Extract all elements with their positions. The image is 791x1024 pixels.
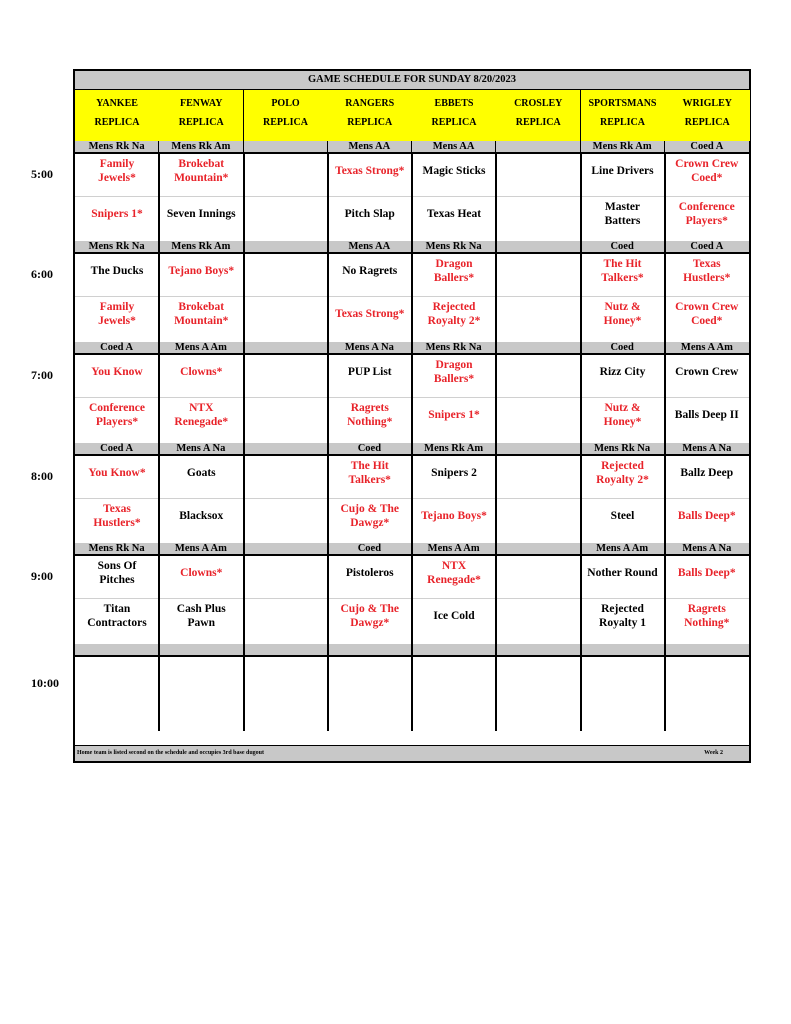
division-label: Mens A Am: [581, 543, 665, 554]
away-team-cell: Line Drivers: [591, 165, 654, 177]
division-label: [496, 241, 580, 252]
home-team-cell: [496, 299, 580, 329]
away-team-cell: [244, 357, 328, 387]
division-label: Mens AA: [328, 241, 412, 252]
home-team-cell: Tejano Boys*: [421, 510, 487, 522]
home-team-cell: Pitch Slap: [344, 208, 395, 220]
week-label: Week 2: [704, 750, 723, 756]
field-name: SPORTSMANS: [588, 98, 657, 109]
home-team-cell: [244, 400, 328, 430]
home-team-cell: Rejected Royalty 1: [599, 603, 646, 629]
home-team-cell: Ice Cold: [433, 610, 475, 622]
away-team-cell: Goats: [186, 467, 216, 479]
away-team-cell: Crown Crew: [675, 366, 739, 378]
division-label: Mens A Na: [159, 443, 243, 454]
field-subtitle: REPLICA: [599, 117, 645, 128]
time-label: 9:00: [31, 569, 53, 583]
away-team-cell: You Know: [91, 366, 143, 378]
column-divider: [243, 152, 245, 731]
away-team-cell: Texas Strong*: [335, 165, 405, 177]
home-team-note: Home team is listed second on the schedule and occupies 3rd base dugout: [77, 750, 265, 756]
division-label: Mens Rk Na: [75, 241, 159, 252]
home-team-cell: Cujo & The Dawgz*: [340, 503, 400, 529]
home-team-cell: [496, 601, 580, 631]
away-team-cell: Sons Of Pitches: [97, 560, 137, 586]
division-label: [244, 342, 328, 353]
division-label: Mens Rk Am: [159, 141, 243, 152]
field-name: YANKEE: [96, 98, 138, 109]
home-team-cell: Nutz & Honey*: [603, 402, 642, 428]
field-header-ebbets: [412, 90, 497, 141]
division-label: Mens Rk Na: [75, 141, 159, 152]
away-team-cell: The Hit Talkers*: [601, 258, 644, 284]
home-team-cell: Cujo & The Dawgz*: [340, 603, 400, 629]
time-label: 7:00: [31, 368, 53, 382]
division-label: [496, 342, 580, 353]
field-subtitle: REPLICA: [94, 117, 140, 128]
division-label: Mens A Am: [680, 342, 733, 353]
away-team-cell: Balls Deep*: [677, 567, 736, 579]
field-name: CROSLEY: [514, 98, 563, 109]
home-team-cell: Snipers 1*: [91, 208, 143, 220]
division-label: Coed: [581, 342, 665, 353]
home-team-cell: [244, 299, 328, 329]
home-team-cell: Master Batters: [604, 201, 641, 227]
home-team-cell: Ragrets Nothing*: [347, 402, 393, 428]
home-team-cell: Ragrets Nothing*: [684, 603, 730, 629]
away-team-cell: No Ragrets: [342, 265, 398, 277]
column-divider: [495, 152, 497, 731]
home-team-cell: [496, 400, 580, 430]
field-name: POLO: [271, 98, 300, 109]
away-team-cell: [244, 558, 328, 588]
field-name: FENWAY: [180, 98, 223, 109]
division-label: Coed: [328, 443, 412, 454]
division-label: Mens A Am: [412, 543, 496, 554]
home-team-cell: [496, 199, 580, 229]
home-team-cell: Seven Innings: [166, 208, 236, 220]
away-team-cell: Rizz City: [599, 366, 646, 378]
time-label: 5:00: [31, 167, 53, 181]
away-team-cell: [244, 458, 328, 488]
column-divider: [158, 152, 160, 731]
field-header-fenway: [159, 90, 244, 141]
division-label: Coed A: [75, 443, 159, 454]
home-team-cell: Conference Players*: [89, 402, 145, 428]
away-team-cell: [244, 256, 328, 286]
time-label: 6:00: [31, 267, 53, 281]
field-header-yankee: [75, 90, 160, 141]
division-label: Coed: [581, 241, 665, 252]
field-subtitle: REPLICA: [431, 117, 477, 128]
away-team-cell: [496, 256, 580, 286]
division-label: [244, 141, 328, 152]
division-label: Mens A Na: [682, 543, 732, 554]
away-team-cell: Dragon Ballers*: [433, 258, 475, 284]
division-label: [244, 241, 328, 252]
time-label: 8:00: [31, 469, 53, 483]
division-label: Mens AA: [412, 141, 496, 152]
away-team-cell: Clowns*: [180, 366, 223, 378]
field-header-crosley: [496, 90, 581, 141]
away-team-cell: [496, 558, 580, 588]
column-divider: [327, 152, 329, 731]
field-header-polo: [244, 90, 329, 141]
division-label: Coed A: [75, 342, 159, 353]
footer-bar: [75, 745, 749, 761]
division-label: Coed A: [690, 241, 724, 252]
division-label: Mens Rk Na: [75, 543, 159, 554]
home-team-cell: Rejected Royalty 2*: [427, 301, 481, 327]
division-label: Mens A Am: [159, 342, 243, 353]
division-label: Mens A Na: [682, 443, 732, 454]
division-label: [496, 141, 580, 152]
column-divider: [580, 152, 582, 731]
division-label: [244, 443, 328, 454]
field-name: RANGERS: [345, 98, 395, 109]
home-team-cell: [244, 199, 328, 229]
home-team-cell: Nutz & Honey*: [603, 301, 642, 327]
away-team-cell: Ballz Deep: [680, 467, 734, 479]
division-label: Mens A Am: [159, 543, 243, 554]
away-team-cell: Dragon Ballers*: [433, 359, 475, 385]
home-team-cell: Family Jewels*: [98, 301, 136, 327]
division-label: [496, 543, 580, 554]
field-subtitle: REPLICA: [347, 117, 393, 128]
home-team-cell: Texas Strong*: [335, 308, 405, 320]
home-team-cell: [244, 601, 328, 631]
away-team-cell: You Know*: [88, 467, 146, 479]
time-label: 10:00: [31, 676, 59, 690]
away-team-cell: Brokebat Mountain*: [174, 158, 229, 184]
division-label: [496, 443, 580, 454]
field-name: EBBETS: [434, 98, 474, 109]
field-header-rangers: [328, 90, 413, 141]
home-team-cell: Cash Plus Pawn: [176, 603, 226, 629]
field-subtitle: REPLICA: [262, 117, 308, 128]
column-divider: [664, 152, 666, 731]
away-team-cell: Nother Round: [587, 567, 658, 579]
field-subtitle: REPLICA: [684, 117, 730, 128]
schedule-title: GAME SCHEDULE FOR SUNDAY 8/20/2023: [75, 71, 749, 90]
away-team-cell: Crown Crew Coed*: [675, 158, 739, 184]
away-team-cell: Magic Sticks: [422, 165, 486, 177]
division-label: Mens Rk Na: [412, 241, 496, 252]
away-team-cell: Pistoleros: [345, 567, 394, 579]
away-team-cell: Tejano Boys*: [168, 265, 235, 277]
field-name: WRIGLEY: [682, 98, 732, 109]
home-team-cell: NTX Renegade*: [174, 402, 229, 428]
away-team-cell: Rejected Royalty 2*: [596, 460, 649, 486]
field-header-wrigley: [665, 90, 750, 141]
home-team-cell: Texas Hustlers*: [93, 503, 141, 529]
division-label: Mens Rk Am: [412, 443, 496, 454]
home-team-cell: Balls Deep II: [674, 409, 739, 421]
division-label: Mens AA: [328, 141, 412, 152]
home-team-cell: Texas Heat: [426, 208, 482, 220]
away-team-cell: [496, 156, 580, 186]
away-team-cell: Family Jewels*: [98, 158, 136, 184]
home-team-cell: Snipers 1*: [428, 409, 480, 421]
division-label: Mens A Na: [328, 342, 412, 353]
home-team-cell: [244, 501, 328, 531]
away-team-cell: The Ducks: [90, 265, 144, 277]
field-subtitle: REPLICA: [178, 117, 224, 128]
division-label: Mens Rk Am: [159, 241, 243, 252]
schedule-sheet: [73, 69, 751, 763]
home-team-cell: Blacksox: [179, 510, 224, 522]
division-label: Coed: [328, 543, 412, 554]
field-subtitle: REPLICA: [515, 117, 561, 128]
home-team-cell: Steel: [610, 510, 635, 522]
division-label: Coed A: [690, 141, 724, 152]
column-divider: [411, 152, 413, 731]
away-team-cell: Snipers 2: [431, 467, 477, 479]
home-team-cell: [496, 501, 580, 531]
away-team-cell: Texas Hustlers*: [683, 258, 731, 284]
away-team-cell: [496, 458, 580, 488]
away-team-cell: NTX Renegade*: [427, 560, 481, 586]
away-team-cell: Clowns*: [180, 567, 223, 579]
home-team-cell: Brokebat Mountain*: [174, 301, 229, 327]
field-header-sportsmans: [581, 90, 666, 141]
home-team-cell: Titan Contractors: [87, 603, 147, 629]
division-label: Mens Rk Na: [581, 443, 665, 454]
home-team-cell: Crown Crew Coed*: [675, 301, 739, 327]
home-team-cell: Balls Deep*: [677, 510, 736, 522]
away-team-cell: The Hit Talkers*: [348, 460, 391, 486]
division-label: Mens Rk Am: [581, 141, 665, 152]
away-team-cell: [496, 357, 580, 387]
division-label: [244, 543, 328, 554]
home-team-cell: Conference Players*: [678, 201, 735, 227]
away-team-cell: PUP List: [347, 366, 392, 378]
division-label: Mens Rk Na: [412, 342, 496, 353]
away-team-cell: [244, 156, 328, 186]
